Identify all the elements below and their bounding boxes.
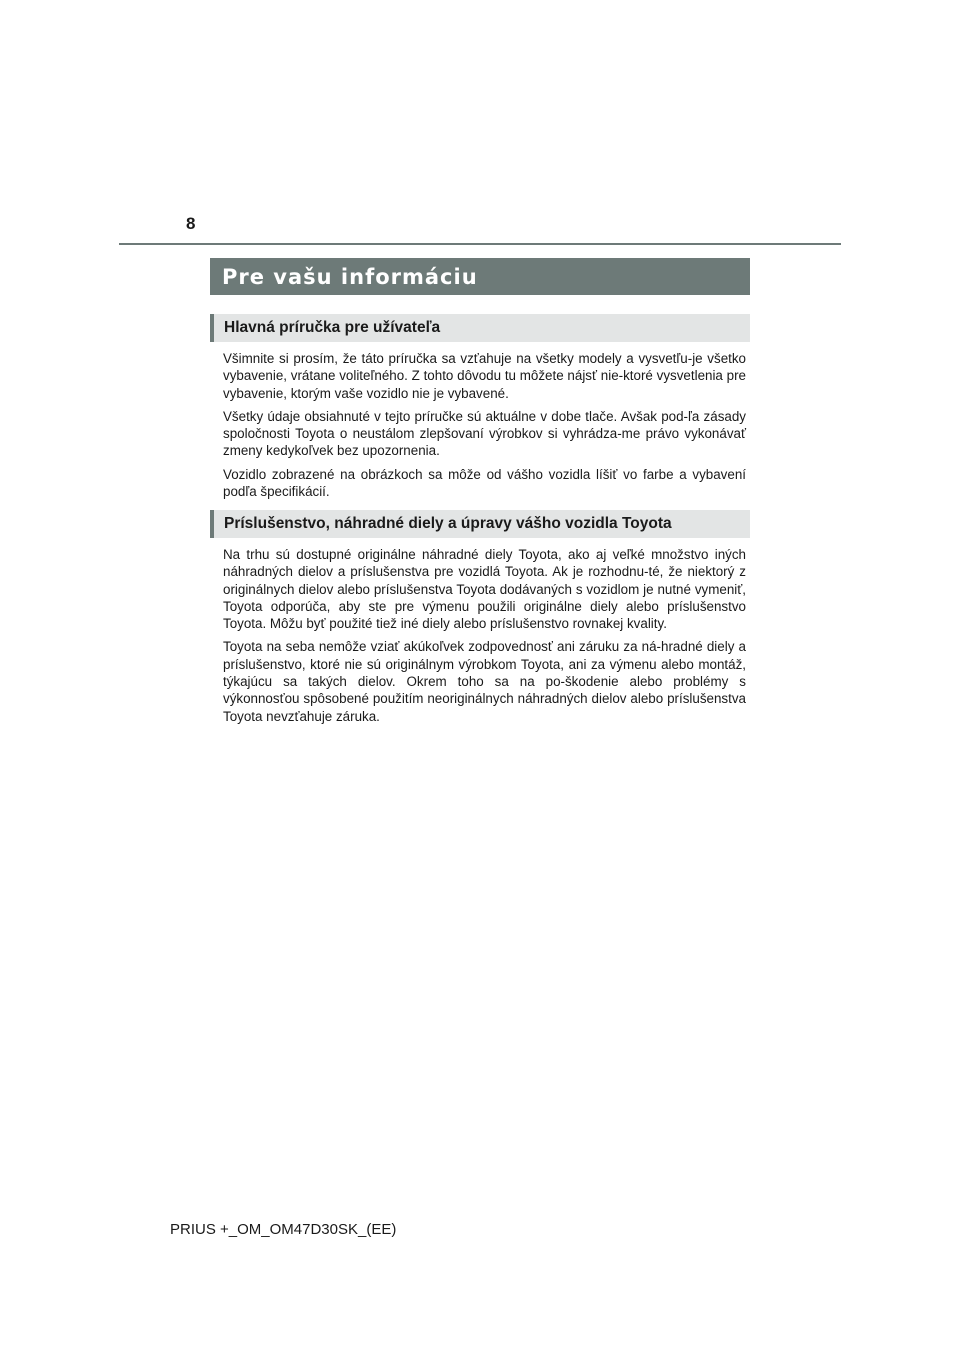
- paragraph: Na trhu sú dostupné originálne náhradné diely Toyota, ako aj veľké množstvo iných náhradných dielov a príslušenstva pre vozidlá Toyota. Ak je rozhodnu-té, že niektorý z originálnych dielov alebo príslušenstva Toyota dodávaných s vozidlom je nutné vymeniť, Toyota odporúča, aby ste pre výmenu použili originálne diely alebo príslušenstvo Toyota. Môžu byť použité tiež iné diely alebo príslušenstvo rovnakej kvality.: [223, 547, 746, 632]
- section-body-2: [223, 546, 746, 731]
- page-title: Pre vašu informáciu: [222, 264, 478, 289]
- paragraph: Všetky údaje obsiahnuté v tejto príručke sú aktuálne v dobe tlače. Avšak pod-ľa zásady spoločnosti Toyota o neustálom zlepšovaní výrobkov si vyhrádza-me právo vykonávať zmeny kedykoľvek bez upozornenia.: [223, 408, 746, 459]
- document-code-footer: PRIUS +_OM_OM47D30SK_(EE): [170, 1221, 397, 1238]
- paragraph: Všimnite si prosím, že táto príručka sa vzťahuje na všetky modely a vysvetľu-je všetko vybavenie, vrátane voliteľného. Z tohto dôvodu tu môžete nájsť nie-ktoré vysvetlenia pre vybavenie, ktorým vaše vozidlo nie je vybavené.: [223, 351, 746, 401]
- section-heading-bar-1: [210, 314, 750, 342]
- paragraph: Vozidlo zobrazené na obrázkoch sa môže od vášho vozidla líšiť vo farbe a vybavení podľa špecifikácií.: [223, 466, 746, 500]
- section-heading: Príslušenstvo, náhradné diely a úpravy vášho vozidla Toyota: [224, 515, 672, 532]
- section-body-1: [223, 350, 746, 506]
- header-rule: [119, 243, 841, 245]
- section-heading: Hlavná príručka pre užívateľa: [224, 319, 441, 336]
- section-heading-bar-2: [210, 510, 750, 538]
- paragraph: Toyota na seba nemôže vziať akúkoľvek zodpovednosť ani záruku za ná-hradné diely a príslušenstvo, ktoré nie sú originálnym výrobkom Toyota, ani za výmenu alebo montáž, týkajúcu sa takých dielov. Okrem toho sa na po-škodenie alebo problémy s výkonnosťou spôsobené použitím neoriginálnych náhradných dielov alebo príslušenstva Toyota nevzťahuje záruka.: [223, 639, 746, 724]
- page-number: 8: [186, 214, 196, 233]
- page-title-bar: [210, 258, 750, 295]
